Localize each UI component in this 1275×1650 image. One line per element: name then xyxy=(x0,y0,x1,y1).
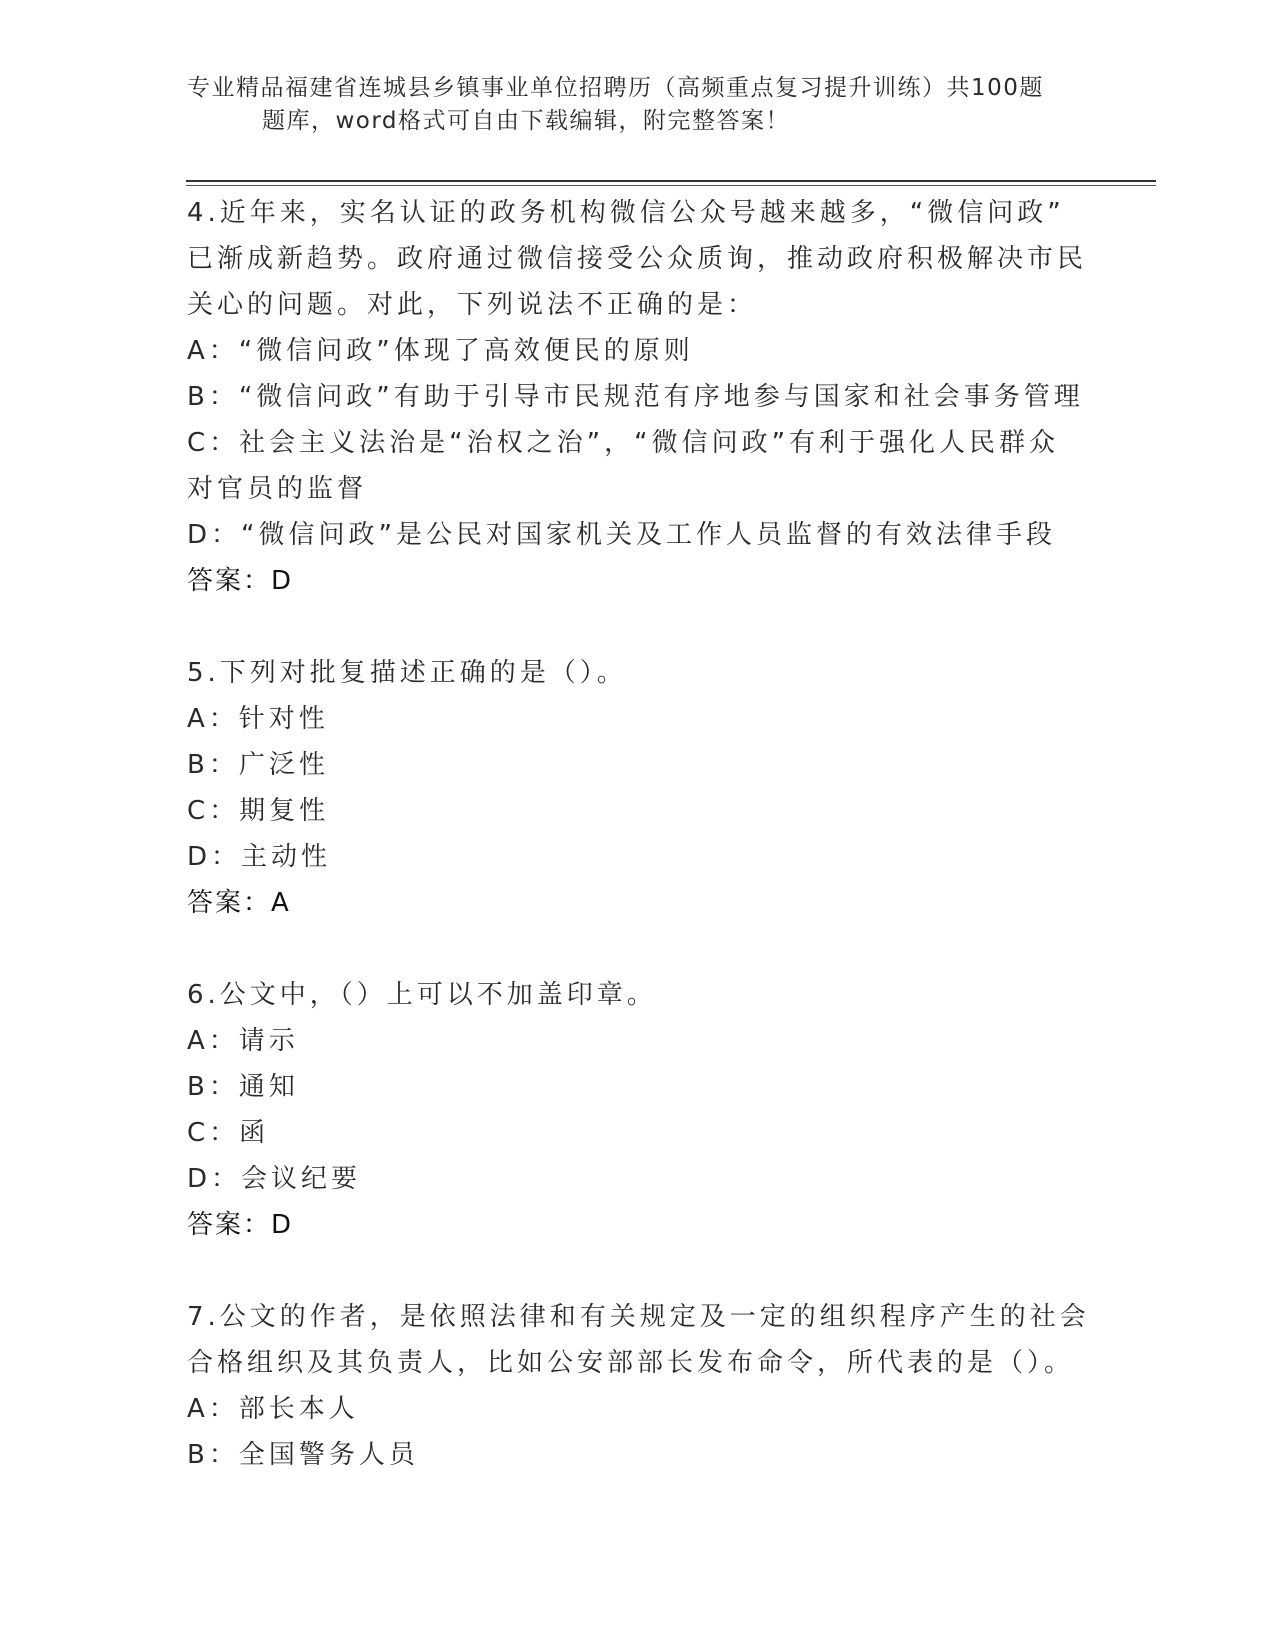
question-stem-line: 5.下列对批复描述正确的是（）。 xyxy=(187,658,627,688)
question-stem-line: 4.近年来，实名认证的政务机构微信公众号越来越多，“微信问政” xyxy=(187,198,1065,228)
option-c: C：函 xyxy=(187,1118,270,1148)
spacer xyxy=(187,926,1087,972)
question-block xyxy=(187,650,1087,926)
header-title-line-1: 专业精品福建省连城县乡镇事业单位招聘历（高频重点复习提升训练）共100题 xyxy=(187,75,1044,101)
question-stem-line: 7.公文的作者，是依照法律和有关规定及一定的组织程序产生的社会 xyxy=(187,1302,1090,1332)
option-b: B：“微信问政”有助于引导市民规范有序地参与国家和社会事务管理 xyxy=(187,382,1084,412)
option-a: A：请示 xyxy=(187,1026,299,1056)
option-c: C：社会主义法治是“治权之治”，“微信问政”有利于强化人民群众 xyxy=(187,428,1060,458)
option-a: A：针对性 xyxy=(187,704,329,734)
answer-label: 答案：D xyxy=(187,1210,294,1240)
question-list xyxy=(187,190,1090,1478)
header-title-line-2: 题库，word格式可自由下载编辑，附完整答案！ xyxy=(262,108,791,134)
question-stem-line: 关心的问题。对此，下列说法不正确的是： xyxy=(187,290,758,320)
answer-label: 答案：D xyxy=(187,566,294,596)
option-c: C：期复性 xyxy=(187,796,330,826)
document-header xyxy=(187,72,1067,138)
option-b: B：广泛性 xyxy=(187,750,329,780)
question-stem-line: 已渐成新趋势。政府通过微信接受公众质询，推动政府积极解决市民 xyxy=(187,244,1088,274)
header-divider-thin xyxy=(186,185,1156,186)
question-block xyxy=(187,1294,1090,1478)
option-d: D：“微信问政”是公民对国家机关及工作人员监督的有效法律手段 xyxy=(187,520,1056,550)
option-d: D：主动性 xyxy=(187,842,332,872)
spacer xyxy=(187,604,1087,650)
option-a: A：“微信问政”体现了高效便民的原则 xyxy=(187,336,694,366)
option-b: B：全国警务人员 xyxy=(187,1440,419,1470)
option-d: D：会议纪要 xyxy=(187,1164,362,1194)
question-block xyxy=(187,972,1087,1248)
option-c-continued: 对官员的监督 xyxy=(187,474,368,504)
question-stem-line: 合格组织及其负责人，比如公安部部长发布命令，所代表的是（）。 xyxy=(187,1348,1075,1378)
question-block xyxy=(187,190,1087,604)
answer-label: 答案：A xyxy=(187,888,291,918)
option-b: B：通知 xyxy=(187,1072,299,1102)
header-divider-thick xyxy=(186,180,1156,182)
spacer xyxy=(187,1248,1087,1294)
option-a: A：部长本人 xyxy=(187,1394,359,1424)
question-stem-line: 6.公文中，（）上可以不加盖印章。 xyxy=(187,980,657,1010)
